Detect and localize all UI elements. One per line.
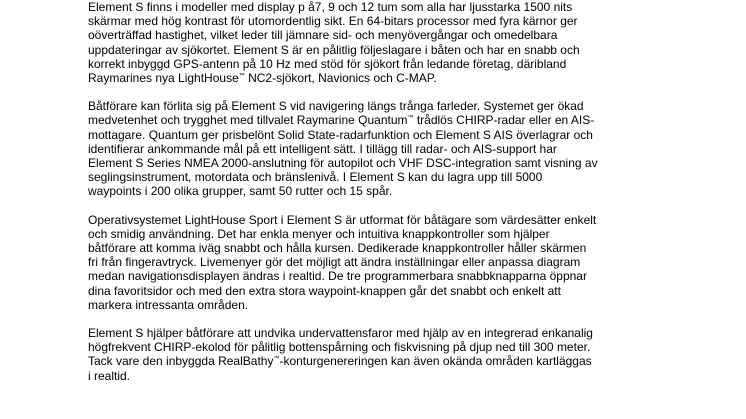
text-line: Båtförare kan förlita sig på Element S vid navigering längs trånga farleder. Systemet ger ökad bbox=[88, 99, 584, 114]
trademark-symbol: ™ bbox=[407, 115, 414, 122]
text-run: NC2-sjökort, Navionics och C-MAP. bbox=[244, 71, 437, 86]
paragraph-sonar bbox=[88, 326, 668, 383]
text-run: -konturgenereringen kan även okända områden kartläggas bbox=[279, 354, 592, 369]
text-run: medvetenhet och trygghet med tillvalet Raymarine Quantum bbox=[88, 113, 408, 128]
text-line: uppdateringar av sjökortet. Element S är en pålitlig följeslagare i båten och har en snabb och bbox=[88, 42, 580, 57]
text-line: korrekt inbyggd GPS-antenn på 10 Hz med stöd för sjökort från ledande företag, däribland bbox=[88, 56, 567, 71]
trademark-symbol: ™ bbox=[238, 73, 245, 80]
text-run: trådlös CHIRP-radar eller en AIS- bbox=[413, 113, 595, 128]
text-line: waypoints i 200 olika grupper, samt 50 rutter och 15 spår. bbox=[88, 184, 393, 199]
paragraph-operating-system bbox=[88, 213, 668, 312]
text-line bbox=[88, 354, 668, 368]
paragraph-displays bbox=[88, 0, 668, 85]
text-run: Tack vare den inbyggda RealBathy bbox=[88, 354, 274, 369]
text-line bbox=[88, 71, 668, 85]
text-line: fri från fingeravtryck. Livemenyer gör det möjligt att ändra inställningar eller anpassa diagram bbox=[88, 255, 581, 270]
text-line: medan navigationsdisplayen ändras i realtid. De tre programmerbara snabbknapparna öppnar bbox=[88, 269, 587, 284]
text-line: seglingsinstrument, motordata och bränslenivå. I Element S kan du lagra upp till 5000 bbox=[88, 170, 543, 185]
text-line: i realtid. bbox=[88, 368, 131, 383]
text-line: oöverträffad hastighet, vilket leder till jämnare sid- och menyövergångar och omedelbara bbox=[88, 28, 558, 43]
text-line bbox=[88, 113, 668, 127]
text-line: Element S finns i modeller med display p å7, 9 och 12 tum som alla har ljusstarka 1500 nits bbox=[88, 0, 573, 14]
text-line: och smidig användning. Det har enkla menyer och intuitiva knappkontroller som hjälper bbox=[88, 226, 550, 241]
text-line: Operativsystemet LightHouse Sport i Element S är utformat för båtägare som värdesätter enkelt bbox=[88, 212, 597, 227]
text-line: dina favoritsidor och med den extra stora waypoint-knappen går det snabbt och enkelt att bbox=[88, 283, 561, 298]
text-line: skärmar med hög kontrast för utomordentlig sikt. En 64-bitars processor med fyra kärnor ger bbox=[88, 14, 578, 29]
text-line: markera intressanta områden. bbox=[88, 297, 249, 312]
text-line: Element S Series NMEA 2000-anslutning för autopilot och VHF DSC-integration samt visning av bbox=[88, 156, 598, 171]
document-body bbox=[88, 0, 668, 397]
text-line: Element S hjälper båtförare att undvika undervattensfaror med hjälp av en integrerad enkanalig bbox=[88, 326, 593, 341]
text-run: Raymarines nya LightHouse bbox=[88, 71, 239, 86]
text-line: identifierar ankommande mål på ett intelligent sätt. I tillägg till radar- och AIS-support har bbox=[88, 141, 557, 156]
trademark-symbol: ™ bbox=[273, 356, 280, 363]
text-line: båtförare att komma iväg snabbt och hålla kursen. Dedikerade knappkontroller håller skärmen bbox=[88, 241, 587, 256]
paragraph-navigation bbox=[88, 99, 668, 198]
text-line: högfrekvent CHIRP-ekolod för pålitlig bottenspårning och fiskvisning på djup ned till 300 meter. bbox=[88, 340, 591, 355]
text-line: mottagare. Quantum ger prisbelönt Solid State-radarfunktion och Element S AIS överlagrar och bbox=[88, 127, 593, 142]
